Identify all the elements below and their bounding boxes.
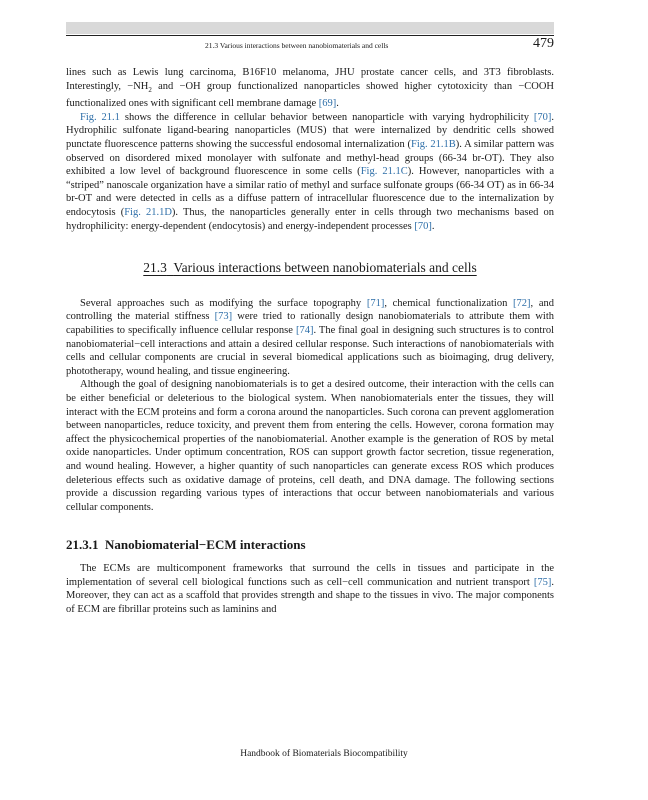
citation-link[interactable]: [71] [366,297,385,309]
paragraph-ecm: The ECMs are multicomponent frameworks that surround the cells in tissues and participate in the implementation of several cell biological functions such as cell−cell communication and nutrient transport [75]. Moreover, they can act as a scaffold that provides strength and shape to the tissues in vivo. The major components of ECM are fibrillar proteins such as laminins and [66,562,554,615]
citation-link[interactable]: [74] [295,325,314,336]
citation-link[interactable]: [72] [513,297,531,309]
section-number: 21.3 [143,260,167,276]
running-head: 21.3 Various interactions between nanobiomaterials and cells [205,41,389,50]
page-body [66,66,554,616]
figure-link[interactable]: Fig. 21.1D [124,207,172,219]
citation-link[interactable]: [69] [318,98,337,110]
header-bar [66,22,554,34]
section-title: Various interactions between nanobiomaterials and cells [173,260,477,276]
subsection-heading [66,538,554,552]
paragraph-figure-discussion: Fig. 21.1 shows the difference in cellular behavior between nanoparticle with varying hydrophilicity [70]. Hydrophilic sulfonate ligand-bearing nanoparticles (MUS) that were internalized by dendritic cells showed punctate fluorescence patterns showing the successful endosomal internalization (Fig. 21.1B). A similar pattern was observed on disordered mixed monolayer with sulfonate and methyl-head groups (66-34 br-OT). They also exhibited a low level of background fluorescence in some cells (Fig. 21.1C). However, nanoparticles with a “striped” nanoscale organization have a similar ratio of methyl and surface sulfonate groups (66-34 OT) as in 66-34 br-OT and were detected in cells as a diffuse pattern of intracellular fluorescence due to the internalization by endocytosis (Fig. 21.1D). Thus, the nanoparticles generally enter in cells through two mechanisms based on hydrophilicity: energy-dependent (endocytosis) and energy-independent processes [70]. [66,111,554,232]
citation-link[interactable]: [73] [214,311,233,323]
figure-link[interactable]: Fig. 21.1 [80,111,120,123]
citation-link[interactable]: [70] [533,111,552,123]
paragraph-interactions: Although the goal of designing nanobiomaterials is to get a desired outcome, their interaction with the cells can be either beneficial or deleterious to the biological system. When nanobiomaterials enter the tissues, they will interact with the ECM proteins and form a corona around the nanoparticles. Such corona can prevent agglomeration between nanoparticles, reduce toxicity, and prevent them from entering the cells. However, corona formation may affect the physicochemical properties of the nanobiomaterial. Another example is the generation of ROS by metal oxide nanoparticles. Under optimum concentration, ROS can support growth factor secretion, tissue regeneration, and wound healing. However, a higher quantity of such nanoparticles can generate excess ROS which produces deleterious effects such as oxidative damage of proteins, cell death, and DNA damage. The following sections provide a discussion regarding various types of interactions that occur between nanobiomaterials and various cellular components. [66,379,554,513]
citation-link[interactable]: [70] [414,220,432,232]
subsection-number: 21.3.1 [66,537,99,553]
paragraph-approaches: Several approaches such as modifying the surface topography [71], chemical functionalization [72], and controlling the material stiffness [73] were tried to rationally design nanobiomaterials to attribute them with capabilities to specifically influence cellular response [74]. The final goal in designing such structures is to control nanobiomaterial−cell interactions and attain a desired cellular response. Such interactions of nanobiomaterials with cells and cellular components are crucial in several biomedical applications such as bioimaging, drug delivery, phototherapy, wound healing, and tissue engineering. [66,297,554,377]
subsection-title: Nanobiomaterial−ECM interactions [105,537,306,553]
section-heading [66,261,554,275]
figure-link[interactable]: Fig. 21.1C [360,166,408,178]
citation-link[interactable]: [75] [533,576,552,588]
figure-link[interactable]: Fig. 21.1B [411,139,456,151]
page-number: 479 [533,36,554,51]
header-rule [66,35,554,36]
paragraph-continued: lines such as Lewis lung carcinoma, B16F10 melanoma, JHU prostate cancer cells, and 3T3 fibroblasts. Interestingly, $-NH_2$ and −OH group functionalized nanoparticles showed higher cytotoxicity than −COOH functionalized ones with significant cell membrane damage [69]. [66,67,554,110]
footer-book-title: Handbook of Biomaterials Biocompatibility [240,749,408,759]
